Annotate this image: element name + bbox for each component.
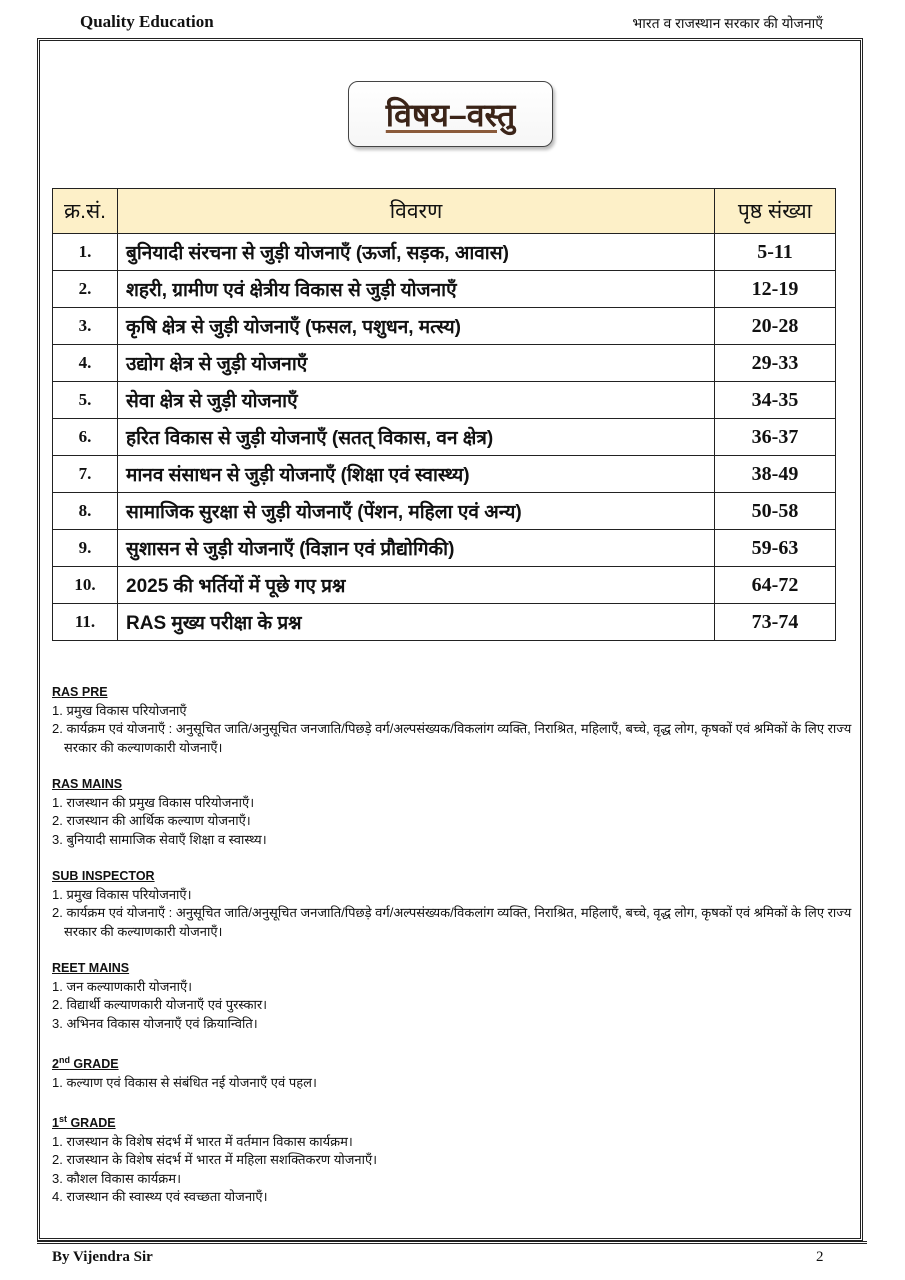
row-serial: 7. (53, 456, 118, 493)
syllabus-item: 2. कार्यक्रम एवं योजनाएँ : अनुसूचित जाति/अनुसूचित जनजाति/पिछड़े वर्ग/अल्पसंख्यक/विकलांग व्यक्ति, निराश्रित, महिलाएँ, बच्चे, वृद्ध लोग, कृषकों एवं श्रमिकों के लिए राज्य सरकार की कल्याणकारी योजनाएँ। (52, 721, 852, 755)
syllabus-block (52, 867, 852, 941)
syllabus-section (52, 683, 852, 1225)
row-pages: 29-33 (715, 345, 836, 382)
heading-text: 2 (52, 1057, 59, 1072)
row-pages: 36-37 (715, 419, 836, 456)
syllabus-block (52, 1110, 852, 1207)
row-description: सुशासन से जुड़ी योजनाएँ (विज्ञान एवं प्रौद्योगिकी) (118, 530, 715, 567)
row-serial: 2. (53, 271, 118, 308)
heading-text: RAS MAINS (52, 777, 123, 791)
footer-author: By Vijendra Sir (52, 1249, 153, 1265)
table-row (53, 456, 836, 493)
row-serial: 1. (53, 234, 118, 271)
row-description: बुनियादी संरचना से जुड़ी योजनाएँ (ऊर्जा, सड़क, आवास) (118, 234, 715, 271)
syllabus-heading (52, 775, 852, 794)
syllabus-item: 2. राजस्थान के विशेष संदर्भ में भारत में महिला सशक्तिकरण योजनाएँ। (52, 1152, 378, 1168)
row-pages: 73-74 (715, 604, 836, 641)
syllabus-block (52, 683, 852, 757)
syllabus-item: 1. राजस्थान की प्रमुख विकास परियोजनाएँ। (52, 794, 255, 810)
row-pages: 59-63 (715, 530, 836, 567)
row-serial: 10. (53, 567, 118, 604)
syllabus-item: 3. कौशल विकास कार्यक्रम। (52, 1170, 181, 1186)
row-description: सामाजिक सुरक्षा से जुड़ी योजनाएँ (पेंशन, महिला एवं अन्य) (118, 493, 715, 530)
syllabus-block (52, 775, 852, 849)
footer-divider (37, 1241, 867, 1244)
row-pages: 12-19 (715, 271, 836, 308)
syllabus-heading (52, 683, 852, 702)
row-serial: 4. (53, 345, 118, 382)
row-description: RAS मुख्य परीक्षा के प्रश्न (118, 604, 715, 641)
heading-rest: GRADE (69, 1057, 119, 1072)
column-header-description: विवरण (118, 189, 715, 234)
heading-text: SUB INSPECTOR (52, 869, 155, 883)
heading-rest: GRADE (66, 1116, 116, 1131)
heading-text: 1 (52, 1116, 59, 1131)
syllabus-item: 4. राजस्थान की स्वास्थ्य एवं स्वच्छता योजनाएँ। (52, 1189, 268, 1205)
row-serial: 3. (53, 308, 118, 345)
syllabus-item: 1. प्रमुख विकास परियोजनाएँ। (52, 886, 192, 902)
syllabus-item: 1. कल्याण एवं विकास से संबंधित नई योजनाएँ एवं पहल। (52, 1074, 317, 1090)
row-description: कृषि क्षेत्र से जुड़ी योजनाएँ (फसल, पशुधन, मत्स्य) (118, 308, 715, 345)
heading-text: REET MAINS (52, 961, 130, 975)
table-header-row (53, 189, 836, 234)
syllabus-block (52, 1051, 852, 1092)
row-pages: 34-35 (715, 382, 836, 419)
row-serial: 8. (53, 493, 118, 530)
row-pages: 5-11 (715, 234, 836, 271)
syllabus-item: 1. प्रमुख विकास परियोजनाएँ (52, 702, 187, 718)
column-header-serial: क्र.सं. (53, 189, 118, 234)
row-description: सेवा क्षेत्र से जुड़ी योजनाएँ (118, 382, 715, 419)
syllabus-heading (52, 1110, 852, 1133)
syllabus-item: 3. अभिनव विकास योजनाएँ एवं क्रियान्विति। (52, 1015, 258, 1031)
column-header-pages: पृष्ठ संख्या (715, 189, 836, 234)
syllabus-heading (52, 959, 852, 978)
syllabus-item: 1. राजस्थान के विशेष संदर्भ में भारत में वर्तमान विकास कार्यक्रम। (52, 1133, 353, 1149)
row-description: हरित विकास से जुड़ी योजनाएँ (सतत् विकास, वन क्षेत्र) (118, 419, 715, 456)
table-row (53, 493, 836, 530)
syllabus-heading (52, 867, 852, 886)
table-row (53, 234, 836, 271)
syllabus-item: 3. बुनियादी सामाजिक सेवाएँ शिक्षा व स्वास्थ्य। (52, 831, 267, 847)
row-pages: 50-58 (715, 493, 836, 530)
syllabus-block (52, 959, 852, 1033)
syllabus-item: 2. विद्यार्थी कल्याणकारी योजनाएँ एवं पुरस्कार। (52, 997, 268, 1012)
table-row (53, 567, 836, 604)
table-row (53, 604, 836, 641)
row-serial: 9. (53, 530, 118, 567)
heading-ordinal: nd (58, 1055, 70, 1065)
row-serial: 6. (53, 419, 118, 456)
header-brand: Quality Education (80, 12, 214, 31)
syllabus-heading (52, 1051, 852, 1074)
page-title: विषय–वस्तु (385, 96, 516, 133)
syllabus-item: 2. कार्यक्रम एवं योजनाएँ : अनुसूचित जाति/अनुसूचित जनजाति/पिछड़े वर्ग/अल्पसंख्यक/विकलांग व्यक्ति, निराश्रित, महिलाएँ, बच्चे, वृद्ध लोग, कृषकों एवं श्रमिकों के लिए राज्य सरकार की कल्याणकारी योजनाएँ। (52, 905, 852, 939)
row-serial: 5. (53, 382, 118, 419)
syllabus-item: 2. राजस्थान की आर्थिक कल्याण योजनाएँ। (52, 813, 251, 828)
row-description: शहरी, ग्रामीण एवं क्षेत्रीय विकास से जुड़ी योजनाएँ (118, 271, 715, 308)
table-row (53, 271, 836, 308)
heading-ordinal: st (58, 1114, 67, 1125)
table-row (53, 308, 836, 345)
table-row (53, 419, 836, 456)
table-row (53, 345, 836, 382)
title-box (348, 81, 553, 147)
row-serial: 11. (53, 604, 118, 641)
heading-text: RAS PRE (52, 685, 108, 699)
row-description: मानव संसाधन से जुड़ी योजनाएँ (शिक्षा एवं स्वास्थ्य) (118, 456, 715, 493)
page-number: 2 (816, 1249, 824, 1265)
header-subject: भारत व राजस्थान सरकार की योजनाएँ (632, 15, 823, 31)
contents-table (52, 188, 836, 641)
table-row (53, 382, 836, 419)
table-row (53, 530, 836, 567)
syllabus-item: 1. जन कल्याणकारी योजनाएँ। (52, 978, 193, 994)
row-pages: 38-49 (715, 456, 836, 493)
row-description: उद्योग क्षेत्र से जुड़ी योजनाएँ (118, 345, 715, 382)
row-pages: 64-72 (715, 567, 836, 604)
row-pages: 20-28 (715, 308, 836, 345)
row-description: 2025 की भर्तियों में पूछे गए प्रश्न (118, 567, 715, 604)
